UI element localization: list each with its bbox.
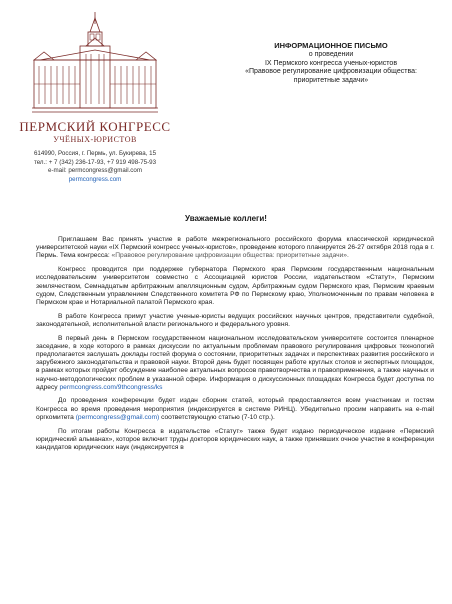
paragraph-text: До проведения конференции будет издан сборник статей, который предоставляется всем участникам и гостям Конгресса во время проведения мероприятия (индексируется в системе РИНЦ). Убедительно просим направить на e-mail оргкомитета [36, 397, 434, 421]
congress-theme: «Правовое регулирование цифровизации общества: приоритетные задачи». [111, 252, 349, 260]
paragraph [36, 335, 434, 392]
org-subtitle: УЧЁНЫХ-ЮРИСТОВ [53, 135, 137, 144]
paragraph [36, 397, 434, 422]
letter-line: о проведении [308, 50, 354, 58]
letter-line: приоритетные задачи» [293, 77, 369, 85]
letter-body [36, 236, 434, 458]
letter-line: IX Пермского конгресса ученых-юристов [264, 59, 398, 67]
letter-title: ИНФОРМАЦИОННОЕ ПИСЬМО [274, 41, 388, 50]
paragraph-text: Приглашаем Вас принять участие в работе межрегионального российского форума классической юридической университетской науки «IX Пермский конгресс ученых-юристов», проведение которого планируется 26-27 октября 2018 года в г. Пермь. Тема конгресса: [36, 236, 434, 260]
discussion-link[interactable]: permcongress.com/9thcongress/ks [59, 383, 163, 391]
email-value[interactable]: permcongress@gmail.com [68, 167, 142, 174]
letter-heading [215, 42, 447, 86]
address-text: 614990, Россия, г. Пермь, ул. Букирева, 15 [33, 150, 157, 157]
letter-line: «Правовое регулирование цифровизации общества: [245, 68, 417, 76]
paragraph: По итогам работы Конгресса в издательстве «Статут» также будет издано периодическое издание «Пермский юридический альманах», которое включит труды докторов юридических наук, а также принявших очное участие в конференции кандидатов юридических наук (индексируется в [36, 427, 434, 451]
email-line [0, 167, 190, 176]
website-link[interactable]: permcongress.com [68, 175, 122, 183]
paragraph: Конгресс проводится при поддержке губернатора Пермского края Пермским государственным национальным исследовательским университетом совместно с Ассоциацией юристов России, издательством «Статут», Пермским землячеством, Семнадцатым арбитражным апелляционным судом, Арбитражным судом Пермского края, Пермским краевым судом, Следственным управлением Следственного комитета РФ по Пермскому краю, Уполномоченным по правам человека в Пермском крае и Нотариальной палатой Пермского края. [36, 266, 434, 306]
university-building-logo [30, 10, 160, 122]
paragraph [36, 236, 434, 261]
phone-text: тел.: + 7 (342) 236-17-93, +7 919 498-75-93 [33, 158, 157, 166]
contact-block [0, 150, 190, 184]
paragraph-text: В первый день в Пермском государственном национальном исследовательском университете состоится пленарное заседание, в ходе которого в рамках дискуссии по актуальным проблемам правового регулирования цифровых технологий предполагается заслушать доклады гостей форума о состоянии, приоритетных задачах и перспективах развития российского и зарубежного законодательства и правовой науки. Второй день будет посвящен работе круглых столов и экспертных площадок, в рамках которых пройдет обсуждение наиболее актуальных вопросов правотворчества и правоприменения, а также научных и научно-методологических проблем в указанной сфере. Информация о дискуссионных площадках Конгресса будет доступна по адресу [36, 334, 434, 391]
email-link[interactable]: (permcongress@gmail.com) [75, 413, 160, 421]
paragraph: В работе Конгресса примут участие ученые-юристы ведущих российских научных центров, представители судебной, законодательной, исполнительной власти регионального и федерального уровня. [36, 312, 434, 328]
greeting: Уважаемые коллеги! [185, 214, 267, 223]
org-title: ПЕРМСКИЙ КОНГРЕСС [19, 119, 171, 134]
paragraph-text: соответствующую статью (7-10 стр.). [161, 413, 275, 421]
email-label: e-mail: [48, 167, 67, 174]
